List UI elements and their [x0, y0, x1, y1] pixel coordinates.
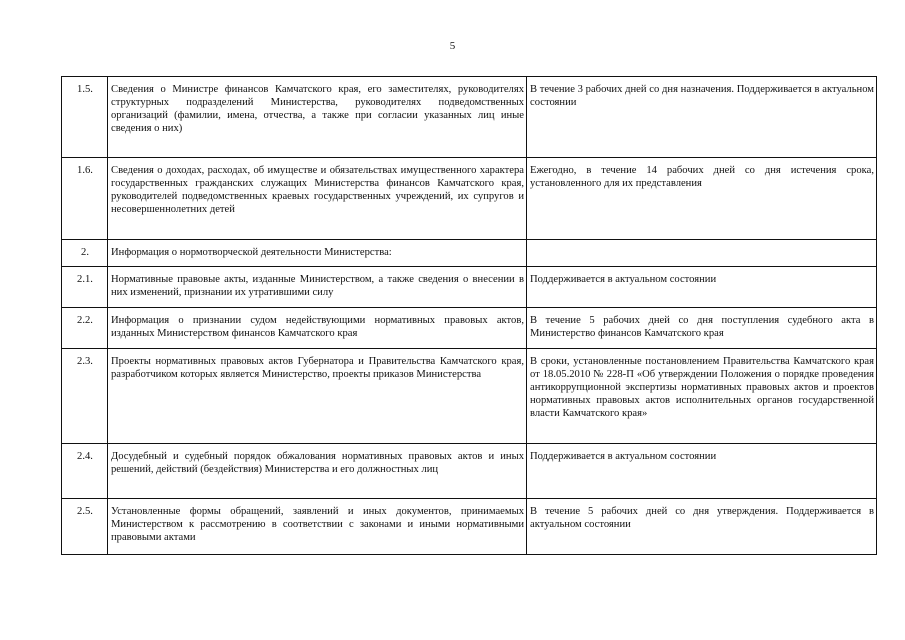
row-description: Информация о признании судом недействующими нормативных правовых актов, изданных Министерством финансов Камчатского края	[108, 308, 527, 349]
table-row	[62, 77, 877, 158]
row-number: 2.2.	[62, 308, 108, 349]
table-row	[62, 158, 877, 240]
row-description: Сведения о доходах, расходах, об имуществе и обязательствах имущественного характера государственных гражданских служащих Министерства финансов Камчатского края, руководителей подведомственных краевых государственных учреждений, их супругов и несовершеннолетних детей	[108, 158, 527, 240]
table-row	[62, 499, 877, 555]
row-description: Установленные формы обращений, заявлений и иных документов, принимаемых Министерством к рассмотрению в соответствии с законами и иными нормативными правовыми актами	[108, 499, 527, 555]
row-term	[527, 240, 877, 267]
row-number: 2.4.	[62, 444, 108, 499]
row-number: 2.	[62, 240, 108, 267]
row-description: Нормативные правовые акты, изданные Министерством, а также сведения о внесении в них изменений, признании их утратившими силу	[108, 267, 527, 308]
row-description: Информация о нормотворческой деятельности Министерства:	[108, 240, 527, 267]
row-number: 2.3.	[62, 349, 108, 444]
row-term: В течение 5 рабочих дней со дня поступления судебного акта в Министерство финансов Камчатского края	[527, 308, 877, 349]
table-row	[62, 349, 877, 444]
disclosure-table	[61, 76, 877, 555]
table-row	[62, 267, 877, 308]
row-term: В течение 3 рабочих дней со дня назначения. Поддерживается в актуальном состоянии	[527, 77, 877, 158]
row-term: Ежегодно, в течение 14 рабочих дней со дня истечения срока, установленного для их представления	[527, 158, 877, 240]
page-number: 5	[449, 40, 456, 52]
row-number: 2.1.	[62, 267, 108, 308]
table-row	[62, 308, 877, 349]
row-term: Поддерживается в актуальном состоянии	[527, 267, 877, 308]
table-row	[62, 240, 877, 267]
row-description: Сведения о Министре финансов Камчатского края, его заместителях, руководителях структурных подразделений Министерства, руководителях подведомственных организаций (фамилии, имена, отчества, а также при согласии указанных лиц иные сведения о них)	[108, 77, 527, 158]
row-term: Поддерживается в актуальном состоянии	[527, 444, 877, 499]
table-row	[62, 444, 877, 499]
row-number: 1.6.	[62, 158, 108, 240]
row-description: Досудебный и судебный порядок обжалования нормативных правовых актов и иных решений, действий (бездействия) Министерства и его должностных лиц	[108, 444, 527, 499]
row-term: В течение 5 рабочих дней со дня утверждения. Поддерживается в актуальном состоянии	[527, 499, 877, 555]
row-term: В сроки, установленные постановлением Правительства Камчатского края от 18.05.2010 № 228-П «Об утверждении Положения о порядке проведения антикоррупционной экспертизы нормативных правовых актов и проектов нормативных правовых актов исполнительных органов государственной власти Камчатского края»	[527, 349, 877, 444]
row-description: Проекты нормативных правовых актов Губернатора и Правительства Камчатского края, разработчиком которых является Министерство, проекты приказов Министерства	[108, 349, 527, 444]
row-number: 2.5.	[62, 499, 108, 555]
row-number: 1.5.	[62, 77, 108, 158]
